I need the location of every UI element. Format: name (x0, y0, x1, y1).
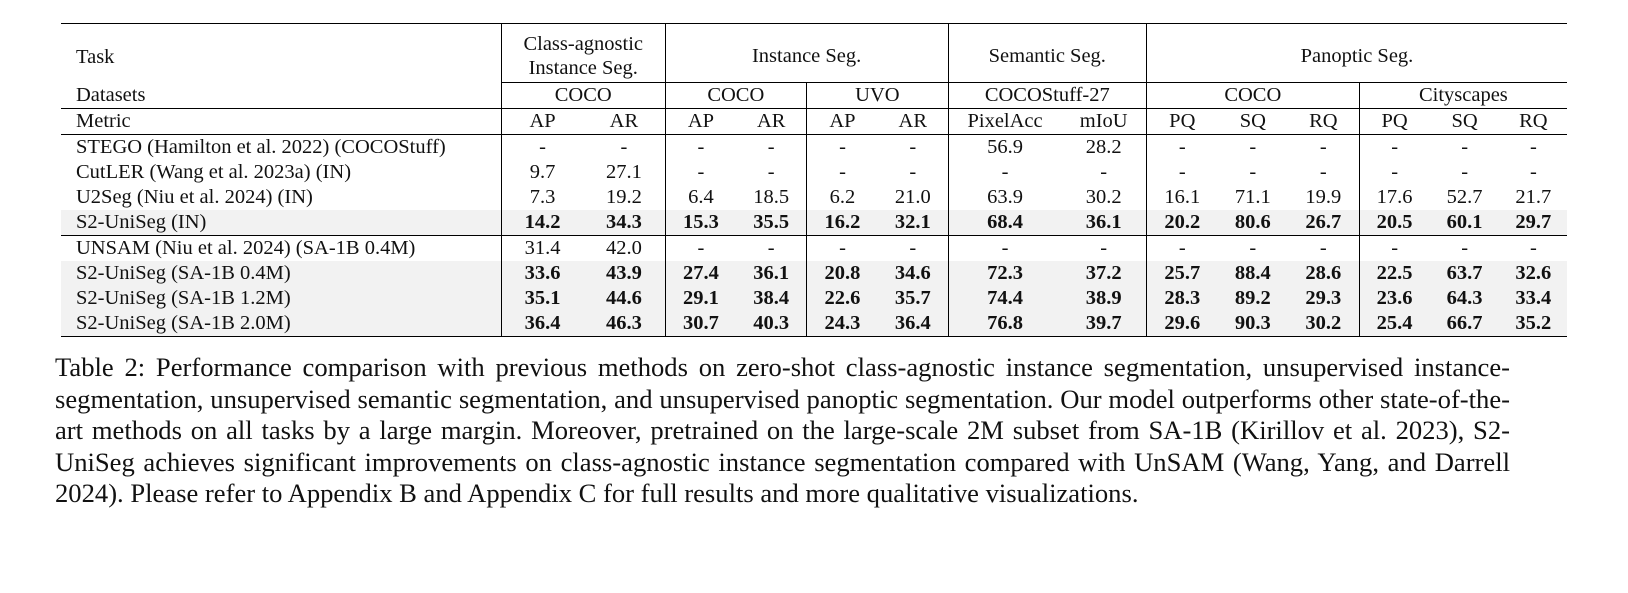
table-cell: 35.7 (878, 286, 948, 311)
table-cell: 29.6 (1146, 311, 1217, 337)
table-cell: 27.4 (665, 261, 736, 286)
datasets-label: Datasets (61, 83, 501, 109)
table-cell: - (948, 160, 1061, 185)
table-cell: 76.8 (948, 311, 1061, 337)
table-cell: 30.2 (1085, 186, 1122, 209)
table-cell: - (1218, 236, 1288, 262)
table-cell: 63.9 (948, 185, 1061, 210)
table-cell: 29.3 (1288, 286, 1359, 311)
table-cell: 6.2 (807, 185, 878, 210)
metric-header: PQ (1146, 109, 1217, 135)
table-cell: - (767, 161, 775, 184)
table-cell: 14.2 (501, 210, 583, 236)
table-cell: 64.3 (1429, 286, 1499, 311)
table-cell: - (878, 236, 948, 262)
table-cell: - (1500, 236, 1567, 262)
table-row (61, 160, 1567, 185)
table-cell: 36.1 (736, 261, 806, 286)
table-cell: 15.3 (665, 210, 736, 236)
table-cell: - (1288, 135, 1359, 161)
table-cell: 25.4 (1359, 311, 1429, 337)
table-cell: - (1359, 135, 1429, 161)
table-cell: 29.1 (665, 286, 736, 311)
metric-label: Metric (76, 110, 131, 133)
table-cell: - (1146, 236, 1217, 262)
table-row (61, 261, 1567, 286)
table-cell: 46.3 (583, 311, 665, 337)
metric-header: RQ (1519, 110, 1548, 133)
table-cell: 27.1 (605, 161, 642, 184)
table-cell: 42.0 (583, 236, 665, 262)
table-cell: 43.9 (583, 261, 665, 286)
table-cell: - (501, 135, 583, 161)
table-cell: - (583, 135, 665, 161)
table-cell: - (1146, 160, 1217, 185)
method-name: UNSAM (Niu et al. 2024) (SA-1B 0.4M) (61, 236, 501, 262)
task-header-row (61, 24, 1567, 83)
table-cell: - (807, 236, 878, 262)
table-cell: 32.1 (878, 210, 948, 236)
metric-header: mIoU (1079, 110, 1128, 133)
table-cell: - (665, 236, 736, 262)
table-cell: 28.6 (1288, 261, 1359, 286)
metric-header-row (61, 109, 1567, 135)
metric-header: RQ (1309, 110, 1338, 133)
table-cell: - (1461, 161, 1469, 184)
metric-header: AR (898, 110, 928, 133)
table-cell: 63.7 (1429, 261, 1499, 286)
task-class-agnostic (501, 24, 665, 83)
metric-header: SQ (1451, 110, 1478, 133)
table-cell: 52.7 (1446, 186, 1483, 209)
table-cell: 20.5 (1359, 210, 1429, 236)
table-cell: - (1061, 236, 1146, 262)
method-name: S2-UniSeg (SA-1B 0.4M) (61, 261, 501, 286)
table-cell: - (665, 160, 736, 185)
table-cell: 35.5 (736, 210, 806, 236)
table-cell: 32.6 (1500, 261, 1567, 286)
table-cell: 56.9 (948, 135, 1061, 161)
task-semantic-seg: Semantic Seg. (948, 24, 1146, 83)
table-cell: 28.2 (1061, 135, 1146, 161)
datasets-header-row (61, 83, 1567, 109)
table-cell: - (1288, 236, 1359, 262)
metric-header: SQ (1239, 110, 1266, 133)
table-cell: - (1529, 161, 1537, 184)
table-cell: 34.6 (878, 261, 948, 286)
table-cell: 18.5 (753, 186, 790, 209)
table-cell: - (736, 135, 806, 161)
table-caption: Table 2: Performance comparison with previous methods on zero-shot class-agnostic instance segmentation, unsupervised instance-segmentation, unsupervised semantic segmentation, and unsupervised panoptic segmentation. Our model outperforms other state-of-the-art methods on all tasks by a large margin. Moreover, pretrained on the large-scale 2M subset from SA-1B (Kirillov et al. 2023), S2-UniSeg achieves significant improvements on class-agnostic instance segmentation compared with UnSAM (Wang, Yang, and Darrell 2024). Please refer to Appendix B and Appendix C for full results and more qualitative visualizations. (55, 352, 1510, 508)
table-cell: 30.2 (1288, 311, 1359, 337)
table-row (61, 311, 1567, 337)
table-cell: - (1429, 236, 1499, 262)
table-cell: - (807, 160, 878, 185)
table-cell: 40.3 (736, 311, 806, 337)
metric-header: PixelAcc (948, 109, 1061, 135)
table-cell: 36.1 (1061, 210, 1146, 236)
table-cell: - (1146, 135, 1217, 161)
table-cell: 38.4 (736, 286, 806, 311)
table-cell: 9.7 (501, 160, 583, 185)
table-cell: 22.5 (1359, 261, 1429, 286)
dataset-header: UVO (807, 83, 949, 109)
table-cell: 6.4 (665, 185, 736, 210)
table-cell: 29.7 (1500, 210, 1567, 236)
table-row (61, 135, 1567, 161)
table-cell: 22.6 (807, 286, 878, 311)
table-cell: 60.1 (1429, 210, 1499, 236)
table-cell: 44.6 (583, 286, 665, 311)
table-cell: 7.3 (501, 185, 583, 210)
task-label: Task (76, 45, 115, 68)
table-cell: 34.3 (583, 210, 665, 236)
table-cell: 21.7 (1515, 186, 1552, 209)
table-cell: - (1218, 135, 1288, 161)
results-table (61, 23, 1567, 337)
table-cell: - (1100, 161, 1108, 184)
table-cell: 31.4 (501, 236, 583, 262)
table-cell: 89.2 (1218, 286, 1288, 311)
table-cell: 28.3 (1146, 286, 1217, 311)
table-cell: - (948, 236, 1061, 262)
table-cell: 90.3 (1218, 311, 1288, 337)
table-row (61, 185, 1567, 210)
metric-header: PQ (1359, 109, 1429, 135)
table-cell: - (1429, 135, 1499, 161)
metric-header: AR (756, 110, 786, 133)
table-cell: 19.9 (1305, 186, 1342, 209)
table-cell: 20.8 (807, 261, 878, 286)
table-cell: 36.4 (501, 311, 583, 337)
method-name: S2-UniSeg (IN) (61, 210, 501, 236)
table-cell: - (1359, 236, 1429, 262)
table-cell: 72.3 (948, 261, 1061, 286)
table-cell: 19.2 (605, 186, 642, 209)
table-cell: 23.6 (1359, 286, 1429, 311)
table-cell: 25.7 (1146, 261, 1217, 286)
table-cell: - (878, 135, 948, 161)
table-cell: 16.2 (807, 210, 878, 236)
table-cell: 80.6 (1218, 210, 1288, 236)
table-cell: 16.1 (1146, 185, 1217, 210)
table-cell: - (807, 135, 878, 161)
table-cell: 35.2 (1500, 311, 1567, 337)
table-cell: - (1359, 160, 1429, 185)
metric-header: AP (501, 109, 583, 135)
table-cell: 39.7 (1061, 311, 1146, 337)
table-cell: 30.7 (665, 311, 736, 337)
method-name: STEGO (Hamilton et al. 2022) (COCOStuff) (61, 135, 501, 161)
table-cell: 24.3 (807, 311, 878, 337)
task-class-agnostic-line2: Instance Seg. (528, 56, 638, 79)
metric-header: AP (665, 109, 736, 135)
table-cell: 20.2 (1146, 210, 1217, 236)
task-class-agnostic-line1: Class-agnostic (523, 32, 644, 55)
dataset-header: Cityscapes (1359, 83, 1567, 109)
method-name: S2-UniSeg (SA-1B 1.2M) (61, 286, 501, 311)
table-cell: 38.9 (1061, 286, 1146, 311)
metric-header: AP (807, 109, 878, 135)
method-name: CutLER (Wang et al. 2023a) (IN) (76, 161, 352, 184)
dataset-header: COCO (665, 83, 807, 109)
table-cell: 68.4 (948, 210, 1061, 236)
table-cell: 21.0 (894, 186, 931, 209)
table-cell: 33.6 (501, 261, 583, 286)
dataset-header: COCOStuff-27 (948, 83, 1146, 109)
table-row (61, 210, 1567, 236)
dataset-header: COCO (1146, 83, 1359, 109)
table-cell: - (1319, 161, 1327, 184)
table-row (61, 236, 1567, 262)
table-cell: 71.1 (1234, 186, 1271, 209)
table-cell: - (1500, 135, 1567, 161)
table-cell: 88.4 (1218, 261, 1288, 286)
method-name: S2-UniSeg (SA-1B 2.0M) (61, 311, 501, 337)
dataset-header: COCO (501, 83, 665, 109)
table-cell: 66.7 (1429, 311, 1499, 337)
table-cell: 33.4 (1500, 286, 1567, 311)
table-cell: 26.7 (1288, 210, 1359, 236)
table-cell: 35.1 (501, 286, 583, 311)
table-cell: 17.6 (1359, 185, 1429, 210)
table-cell: - (665, 135, 736, 161)
task-panoptic-seg: Panoptic Seg. (1146, 24, 1567, 83)
table-cell: 74.4 (948, 286, 1061, 311)
table-cell: - (909, 161, 917, 184)
table-cell: 36.4 (878, 311, 948, 337)
table-cell: - (1249, 161, 1257, 184)
metric-header: AR (609, 110, 639, 133)
method-name: U2Seg (Niu et al. 2024) (IN) (76, 186, 313, 209)
task-instance-seg: Instance Seg. (665, 24, 948, 83)
table-row (61, 286, 1567, 311)
table-cell: 37.2 (1061, 261, 1146, 286)
table-cell: - (736, 236, 806, 262)
